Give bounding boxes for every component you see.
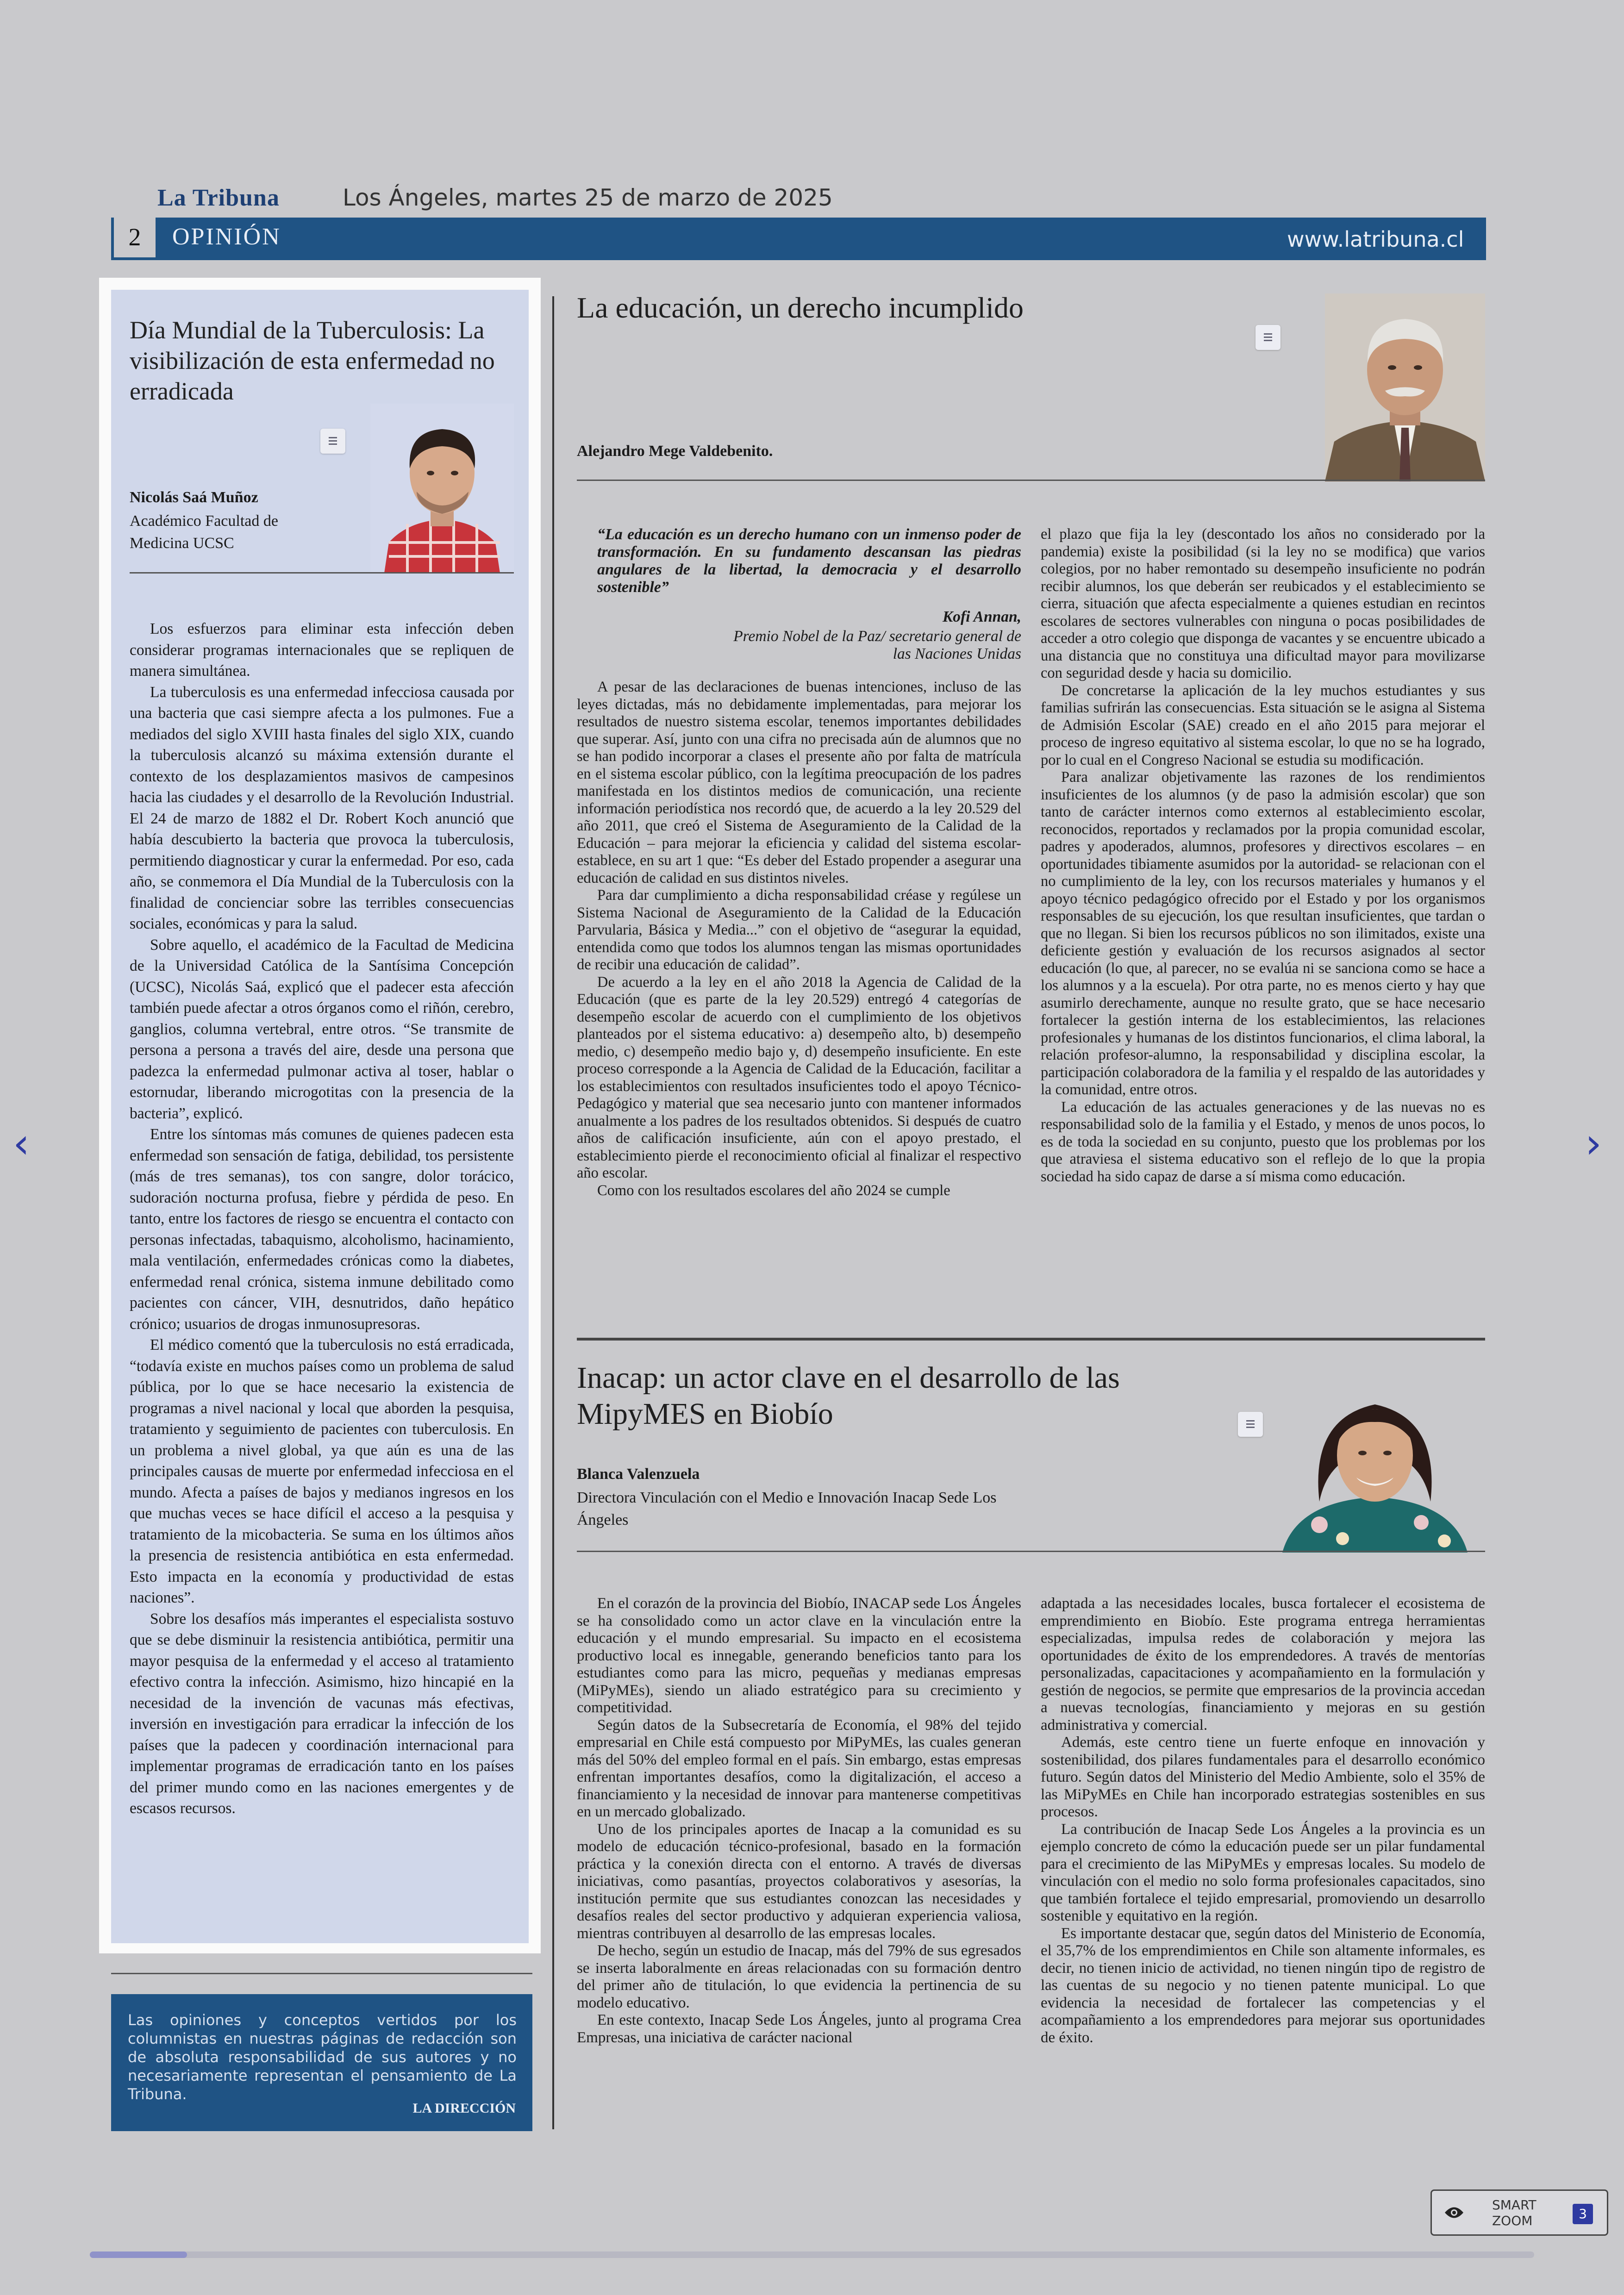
paragraph: Entre los síntomas más comunes de quienes padecen esta enfermedad son sensación de fatiga, debilidad, tos persistente (más de tres semanas), tos con sangre, dolor torácico, sudoración nocturna profusa, fiebre y pérdida de peso. En tanto, entre los factores de riesgo se encuentra el contacto con personas infectadas, tabaquismo, alcoholismo, hacinamiento, mala ventilación, enfermedades crónicas como la diabetes, enfermedad renal crónica, sistema inmune debilitado como pacientes con cáncer, VIH, desnutridos, daño hepático crónico; usuarios de drogas inmunosupresoras. — [130, 1126, 514, 1333]
newspaper-logo: La Tribuna — [157, 185, 280, 211]
quote-author: Kofi Annan, — [942, 608, 1021, 625]
author-photo — [1268, 1363, 1481, 1553]
paragraph: El médico comentó que la tuberculosis no está erradicada, “todavía existe en muchos países como un problema de salud pública, por lo que se hace necesario la existencia de programas a nivel nacional y local que aborden la pesquisa, tratamiento y seguimiento de pacientes con tuberculosis. En un problema a nivel global, ya que aún es una de las principales causas de muerte por enfermedad infecciosa en el mundo. Afecta a países de bajos y medianos ingresos en los que muchas veces se hace difícil el acceso a la pesquisa y tratamiento de la micobacteria. Se suma en los últimos años la presencia de resistencia antibiótica en esta enfermedad. Esto impacta en la economía y productividad de estas naciones”. — [130, 1336, 514, 1606]
paragraph: Además, este centro tiene un fuerte enfoque en innovación y sostenibilidad, dos pilares fundamentales para el desarrollo económico futuro. Según datos del Ministerio del Medio Ambiente, solo el 35% de las MiPyMEs en Chile han incorporado estrategias sostenibles en sus procesos. — [1041, 1734, 1485, 1820]
divider — [577, 480, 1485, 481]
article3-role: Directora Vinculación con el Medio e Innovación Inacap Sede Los Ángeles — [577, 1489, 997, 1528]
paragraph: Para dar cumplimiento a dicha responsabilidad créase y regúlese un Sistema Nacional de Aseguramiento de la Calidad de la Educación Parvularia, Básica y Media...” con el objetivo de “asegurar la equidad, entendida como que todos los alumnos tengan las mismas oportunidades de recibir una educación de calidad”. — [577, 887, 1021, 973]
paragraph: Según datos de la Subsecretaría de Economía, el 98% del tejido empresarial en Chile está compuesto por MiPyMEs, las cuales generan más del 50% del empleo formal en el país. Sin embargo, estas empresas enfrentan importantes desafíos, como la digitalización, el acceso a financiamiento y la necesidad de innovar para mantenerse competitivas en un mercado globalizado. — [577, 1716, 1021, 1820]
paragraph: En el corazón de la provincia del Biobío, INACAP sede Los Ángeles se ha consolidado como un actor clave en la vinculación entre la educación y el mundo empresarial. Su impacto en el ecosistema productivo local es innegable, generando beneficios tanto para los estudiantes como para las micro, pequeñas y medianas empresas (MiPyMEs), siendo un aliado estratégico para su crecimiento y competitividad. — [577, 1595, 1021, 1716]
paragraph: La tuberculosis es una enfermedad infecciosa causada por una bacteria que casi siempre afecta a los pulmones. Fue a mediados del siglo XVIII hasta finales del siglo XIX, cuando la tuberculosis alcanzó su máxima extensión durante el contexto de los desplazamientos masivos de campesinos hacia las ciudades y el desarrollo de la Revolución Industrial. El 24 de marzo de 1882 el Dr. Robert Koch anunció que había descubierto la bacteria que provoca la tuberculosis, permitiendo diagnosticar y curar la enfermedad. Por eso, cada año, se conmemora el Día Mundial de la Tuberculosis con la finalidad de concienciar sobre las terribles consecuencias sociales, económicas y para la salud. — [130, 683, 514, 932]
paragraph: De acuerdo a la ley en el año 2018 la Agencia de Calidad de la Educación (que es parte de la ley 20.529) entregó 4 categorías de desempeño escolar de acuerdo con el cumplimiento de los objetivos planteados por el sistema educativo: a) desempeño alto, b) desempeño medio, c) desempeño medio bajo y, d) desempeño insuficiente. En este proceso corresponde a la Agencia de Calidad de la Educación, facilitar a los establecimientos con resultados insuficientes todo el apoyo Técnico-Pedagógico y material que sea necesario junto con mantener informados anualmente a los padres de los resultados obtenidos. Si después de cuatro años de calificación insuficiente, aún con el apoyo prestado, el establecimiento pierde el reconocimiento oficial al finalizar el respectivo año escolar. — [577, 973, 1021, 1181]
paragraph: La educación de las actuales generaciones y de las nuevas no es responsabilidad solo de la familia y el Estado, y menos de unos pocos, lo es de toda la sociedad en su conjunto, puesto que los problemas por los que atraviesa el sistema educativo son el reflejo de lo que la propia sociedad ha sido capaz de darse a sí misma como educación. — [1041, 1098, 1485, 1185]
disclaimer-signature: LA DIRECCIÓN — [412, 2101, 516, 2116]
scrollbar-track[interactable] — [90, 2251, 1534, 2258]
note-icon[interactable] — [1255, 325, 1280, 350]
zoom-label-line: SMART — [1492, 2197, 1537, 2213]
paragraph: La contribución de Inacap Sede Los Ángeles a la provincia es un ejemplo concreto de cómo la educación puede ser un pilar fundamental para el crecimiento de las MiPyMEs y empresas locales. Su modelo de vinculación con el medio no solo forma profesionales capacitados, sino que también fortalece el tejido empresarial, promoviendo un desarrollo sostenible y equitativo en la región. — [1041, 1821, 1485, 1924]
paragraph: De concretarse la aplicación de la ley muchos estudiantes y sus familias sufrirán las consecuencias. Esta situación se le asigna al Sistema de Admisión Escolar (SAE) creado en el año 2015 para mejorar el proceso de ingreso equitativo al sistema escolar, lo que no se ha logrado, por lo cual en el Congreso Nacional se estudia su modificación. — [1041, 682, 1485, 768]
article2-title: La educación, un derecho incumplido — [577, 291, 1024, 324]
paragraph: Los esfuerzos para eliminar esta infección deben considerar programas internacionales que se repliquen de manera simultánea. — [130, 620, 514, 680]
article2-col1 — [577, 679, 1021, 1199]
author-photo — [1325, 293, 1485, 481]
section-bar — [111, 218, 1486, 260]
zoom-label — [1492, 2197, 1537, 2229]
paragraph: Sobre aquello, el académico de la Facultad de Medicina de la Universidad Católica de la Santísima Concepción (UCSC), Nicolás Saá, explicó que el padecer esta afección también puede afectar a otros órganos como el riñón, cerebro, ganglios, columna vertebral, entre otros. “Se transmite de persona a persona a través del aire, desde una persona que padezca la enfermedad pulmonar activa al toser, hablar o estornudar, liberando microgotitas con la presencia de la bacteria”, explicó. — [130, 936, 514, 1122]
paragraph: Es importante destacar que, según datos del Ministerio de Economía, el 35,7% de los emprendimientos en Chile son altamente informales, es decir, no tienen inicio de actividad, no tienen ningún tipo de registro de las cuentas de su negocio y no tienen patente municipal. Lo que evidencia la necesidad de fortalecer las competencias y el acompañamiento a los emprendedores para mejorar sus oportunidades de éxito. — [1041, 1925, 1485, 2046]
left-article-title: Día Mundial de la Tuberculosis: La visibilización de esta enfermedad no erradicada — [130, 316, 495, 405]
note-icon[interactable] — [320, 429, 345, 454]
paragraph: Sobre los desafíos más imperantes el especialista sostuvo que se debe disminuir la resistencia antibiótica, permitir una mayor pesquisa de la enfermedad y el acceso al tratamiento efectivo contra la infección. Asimismo, hizo hincapié en la necesidad de la invención de vacunas más efectivas, inversión en investigación para erradicar la infección de los países que la padecen y coordinación internacional para implementar programas de erradicación tanto en los países del primer mundo como en las naciones emergentes y de escasos recursos. — [130, 1610, 514, 1817]
chevron-left-icon[interactable]: ‹ — [13, 1119, 30, 1168]
zoom-label-line: ZOOM — [1492, 2213, 1533, 2228]
scrollbar-thumb[interactable] — [90, 2251, 187, 2258]
paragraph: Para analizar objetivamente las razones de los rendimientos insuficientes de los alumnos (y de paso la admisión escolar) que son tanto de carácter internos como externos al establecimiento escolar, reconocidos, reportados y reclamados por la propia comunidad escolar, padres y apoderados, alumnos, profesores y directivos escolares – en oportunidades tibiamente asumidos por la autoridad- se relacionan con el no cumplimiento de la ley, con los recursos materiales y humanos y el apoyo técnico pedagógico ofrecido por el Estado y por los organismos responsables de su ejecución, los que resultan insuficientes, que tardan o que no llegan. Si bien los recursos públicos no son ilimitados, existe una deficiente gestión y evaluación de los recursos asignados al sector educación (lo que, al parecer, no se evalúa ni se sanciona como se hace a los alumnos y a la escuela). Por otra parte, no es menos cierto y hay que asumirlo derechamente, aunque no resulte grato, que se hace necesario fortalecer la gestión interna de los establecimientos, las relaciones profesionales y humanas de los distintos funcionarios, el clima laboral, la relación profesor-alumno, la responsabilidad y disciplina escolar, la participación colaboradora de la familia y el respaldo de las autoridades y la comunidad, entre otros. — [1041, 769, 1485, 1098]
page-number: 2 — [111, 218, 156, 260]
author-photo — [370, 404, 514, 573]
paragraph: Uno de los principales aportes de Inacap a la comunidad es su modelo de educación técnico-profesional, basado en la formación práctica y la conexión directa con el entorno. A través de diversas iniciativas, como pasantías, proyectos colaborativos y asesorías, la institución permite que sus estudiantes conozcan las necesidades y desafíos reales del sector productivo y adquieran experiencia valiosa, mientras contribuyen al desarrollo de las empresas locales. — [577, 1821, 1021, 1942]
smart-zoom-button[interactable] — [1430, 2189, 1608, 2236]
divider — [111, 1973, 532, 1974]
left-author-role: Académico Facultad de Medicina UCSC — [130, 512, 278, 552]
section-title: OPINIÓN — [172, 224, 281, 250]
article2-col2 — [1041, 526, 1485, 1185]
paragraph: Como con los resultados escolares del año 2024 se cumple — [597, 1182, 950, 1199]
paragraph: En este contexto, Inacap Sede Los Ángeles, junto al programa Crea Empresas, una iniciativa de carácter nacional — [577, 2012, 1021, 2046]
divider — [577, 1338, 1485, 1341]
paragraph: A pesar de las declaraciones de buenas intenciones, incluso de las leyes dictadas, más no debidamente implementadas, para mejorar los resultados de nuestro sistema escolar, tenemos importantes debilidades que superar. Así, junto con una cifra no precisada aún de alumnos que no se han podido incorporar a clases el presente año por falta de matrícula en el sistema escolar público, con la legítima preocupación de los padres manifestada en los distintos medios de comunicación, una reciente información periodística nos recordó que, de acuerdo a la ley 20.529 del año 2011, que creó el Sistema de Aseguramiento de la Calidad de la Educación – para mejorar la eficiencia y calidad del sistema escolar- establece, en su art 1 que: “Es deber del Estado propender a asegurar una educación de calidad en sus distintos niveles. — [577, 679, 1021, 886]
disclaimer-box — [111, 1994, 532, 2131]
article3-title: Inacap: un actor clave en el desarrollo de las MipyMES en Biobío — [577, 1361, 1120, 1431]
article2-author: Alejandro Mege Valdebenito. — [577, 443, 773, 460]
divider — [577, 1551, 1485, 1552]
article2-quote: “La educación es un derecho humano con un inmenso poder de transformación. En su fundamento descansan las piedras angulares de la libertad, la democracia y el desarrollo sostenible” — [597, 526, 1021, 596]
article3-col1 — [577, 1595, 1021, 2046]
eye-icon — [1444, 2206, 1464, 2220]
article3-author: Blanca Valenzuela — [577, 1466, 700, 1483]
zoom-badge: 3 — [1573, 2204, 1593, 2224]
quote-role: Premio Nobel de la Paz/ secretario general de las Naciones Unidas — [733, 627, 1021, 662]
article2-quote-block — [597, 526, 1021, 663]
chevron-right-icon[interactable]: › — [1585, 1119, 1602, 1168]
article3-col2 — [1041, 1595, 1485, 2046]
left-article-body — [130, 618, 514, 1819]
paragraph: adaptada a las necesidades locales, busca fortalecer el ecosistema de emprendimiento en Biobío. Este programa entrega herramientas especializadas, impulsa redes de colaboración y mejora las oportunidades de éxito de los emprendedores. A través de mentorías personalizadas, capacitaciones y acompañamiento en la formulación y gestión de negocios, se permite que empresarios de la provincia accedan a nuevas tecnologías, financiamiento y mejoras en su gestión administrativa y comercial. — [1041, 1595, 1485, 1734]
dateline: Los Ángeles, martes 25 de marzo de 2025 — [343, 184, 833, 211]
paragraph: el plazo que fija la ley (descontado los años no considerado por la pandemia) existe la posibilidad (si la ley no se modifica) que varios colegios, por no haber remontado su desempeño insuficiente no podrán recibir alumnos, los que deberán ser reubicados y el establecimiento se cierra, situación que afecta especialmente a quienes estudian en recintos escolares de sectores vulnerables con ninguna o pocas posibilidades de acceder a otro colegio que disponga de vacantes y se encuentre ubicado a una distancia que no constituya una dificultad mayor para movilizarse con seguridad desde y hacia su domicilio. — [1041, 526, 1485, 681]
note-icon[interactable] — [1238, 1412, 1263, 1437]
paragraph: De hecho, según un estudio de Inacap, más del 79% de sus egresados se inserta laboralmente en áreas relacionadas con su formación dentro del primer año de titulación, lo que evidencia la pertinencia de su modelo educativo. — [577, 1942, 1021, 2011]
column-divider — [552, 296, 554, 2129]
left-author-name: Nicolás Saá Muñoz — [130, 489, 258, 506]
site-url[interactable]: www.latribuna.cl — [1287, 227, 1464, 252]
disclaimer-text: Las opiniones y conceptos vertidos por los columnistas en nuestras páginas de redacción son de absoluta responsabilidad de sus autores y no necesariamente representan el pensamiento de La Tribuna. — [128, 2011, 517, 2103]
divider — [130, 572, 514, 574]
